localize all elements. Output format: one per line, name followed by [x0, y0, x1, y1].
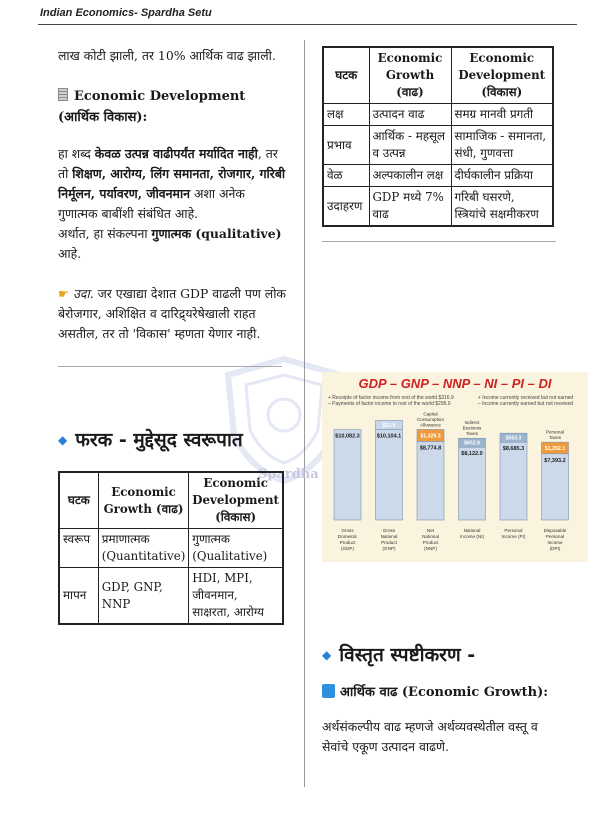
- chart-category-label: Gross: [382, 528, 396, 533]
- table-cell: GDP मध्ये 7% वाढ: [369, 187, 451, 227]
- difference-heading: [58, 425, 288, 455]
- growth-heading: [322, 682, 562, 703]
- chart-adjustment-label: $21.9: [382, 422, 396, 429]
- table-cell: उदाहरण: [323, 187, 369, 227]
- para1-bold: केवळ उत्पन्न वाढीपर्यंत मर्यादित नाही: [94, 146, 258, 161]
- chart-legend-right: + Income currently received but not earned: [478, 395, 574, 401]
- growth-heading-label: आर्थिक वाढ (Economic Growth):: [340, 685, 549, 700]
- table-cell: मापन: [59, 568, 98, 625]
- table-row: [323, 126, 553, 165]
- chart-value-label: $10,082.3: [335, 433, 360, 440]
- table-header-row: [59, 472, 283, 529]
- table-cell: सामाजिक - समानता, संधी, गुणवत्ता: [451, 126, 553, 165]
- right-column: [322, 46, 556, 242]
- explanation-section: [322, 640, 562, 757]
- chart-category-label: Disposable: [543, 528, 567, 533]
- table-cell: प्रभाव: [323, 126, 369, 165]
- example-text: जर एखाद्या देशात GDP वाढली पण लोक बेरोजगार, अशिक्षित व दारिद्र्यरेषेखाली राहत असतील, तर तो 'विकास' म्हणता येणार नाही.: [58, 286, 286, 341]
- table-cell: वेळ: [323, 165, 369, 187]
- para2-bold: गुणात्मक (qualitative): [151, 226, 282, 241]
- table-cell: गुणात्मक (Qualitative): [189, 529, 283, 568]
- para2-part: अर्थात, हा संकल्पना: [58, 226, 152, 241]
- chart-adjustment-caption: Capital: [423, 411, 438, 417]
- chart-category-label: Product: [422, 540, 439, 545]
- chart-bars: [334, 411, 569, 551]
- table-cell: स्वरूप: [59, 529, 98, 568]
- watermark-text: Spardha: [258, 467, 319, 482]
- chart-adjustment-label: $1,292.1: [544, 445, 566, 452]
- example-label: उदा.: [73, 286, 94, 301]
- table-cell: दीर्घकालीन प्रक्रिया: [451, 165, 553, 187]
- chart-adjustment-caption: Taxes: [549, 435, 561, 441]
- document-icon: [58, 88, 68, 101]
- explanation-heading-label: विस्तृत स्पष्टीकरण -: [339, 644, 476, 666]
- chart-category-label: Product: [381, 540, 397, 545]
- table-cell: गरिबी घसरणे, स्त्रियांचे सक्षमीकरण: [451, 187, 553, 227]
- diamond-bullet-icon: ◆: [58, 433, 68, 447]
- table-header-cell: घटक: [59, 472, 98, 529]
- table-header-cell: घटक: [323, 47, 369, 104]
- table-row: [323, 165, 553, 187]
- chart-category-label: Income: [547, 540, 563, 545]
- chart-category-label: National: [380, 534, 398, 539]
- table-cell: उत्पादन वाढ: [369, 104, 451, 126]
- chart-category-label: Gross: [341, 528, 354, 533]
- table-header-cell: Economic Growth (वाढ): [98, 472, 189, 529]
- chart-category-label: Domestic: [337, 534, 358, 539]
- left-column: [58, 46, 288, 625]
- chart-category-label: (DPI): [549, 546, 561, 551]
- para1-part: हा शब्द: [58, 146, 95, 161]
- chart-value-label: $7,393.2: [544, 457, 566, 464]
- chart-adjustment-label: $563.3: [505, 435, 522, 442]
- explanation-heading: [322, 640, 562, 670]
- chart-category-label: (NNP): [424, 546, 437, 551]
- chart-adjustment-label: $652.8: [464, 440, 480, 447]
- intro-text: लाख कोटी झाली, तर 10% आर्थिक वाढ झाली.: [58, 48, 276, 63]
- chart-value-label: $10,104.1: [376, 433, 402, 440]
- section-divider: [322, 241, 556, 242]
- chart-category-label: National: [463, 528, 481, 533]
- chart-category-label: Personal: [504, 528, 523, 533]
- table-row: [323, 104, 553, 126]
- header-rule: [38, 24, 577, 25]
- chart-bar: [459, 447, 486, 520]
- chart-bar: [376, 429, 403, 520]
- para1-part: अशा अनेक गुणात्मक बाबींशी संबंधित आहे.: [58, 186, 245, 221]
- table-cell: GDP, GNP, NNP: [98, 568, 189, 625]
- para1-bold: शिक्षण, आरोग्य, लिंग समानता, रोजगार, गरिबी निर्मूलन, पर्यावरण, जीवनमान: [58, 166, 286, 201]
- chart-category-label: Income (PI): [501, 534, 526, 539]
- page-header: Indian Economics- Spardha Setu: [40, 7, 212, 19]
- development-heading: [58, 86, 288, 128]
- section-divider: [58, 366, 282, 367]
- table-cell: लक्ष: [323, 104, 369, 126]
- chart-category-label: (GDP): [340, 546, 355, 551]
- table-header-row: [323, 47, 553, 104]
- chart-adjustment-caption: Allowance: [420, 422, 441, 428]
- chart-category-label: Net: [426, 528, 435, 533]
- table-cell: अल्पकालीन लक्ष: [369, 165, 451, 187]
- table-header-cell: Economic Growth (वाढ): [369, 47, 451, 104]
- chart-category-label: Income (NI): [460, 534, 484, 539]
- chart-bar: [500, 442, 527, 520]
- chart-legend-top: – Payments of factor income to rest of the world $295.0: [328, 401, 451, 407]
- table-cell: प्रमाणात्मक (Quantitative): [98, 529, 189, 568]
- table-header-cell: Economic Development (विकास): [189, 472, 283, 529]
- para1-part: , तर तो: [58, 146, 278, 181]
- chart-category-label: National: [422, 534, 439, 539]
- pointing-hand-icon: ☛: [58, 286, 70, 301]
- example-paragraph: [58, 284, 288, 344]
- income-chart: [322, 372, 588, 562]
- chart-adjustment-caption: Indirect: [464, 420, 480, 426]
- chart-category-label: Product: [339, 540, 356, 545]
- chart-adjustment-caption: Personal: [545, 429, 565, 435]
- book-icon: [322, 684, 335, 698]
- para2-part: आहे.: [58, 246, 82, 261]
- chart-category-label: Personal: [545, 534, 565, 539]
- chart-legend-right: – Income currently earned but not received: [478, 401, 574, 407]
- table-row: [59, 568, 283, 625]
- chart-value-label: $8,122.0: [461, 451, 483, 458]
- table-cell: आर्थिक - महसूल व उत्पन्न: [369, 126, 451, 165]
- chart-adjustment-caption: Business: [462, 425, 482, 431]
- growth-text: अर्थसंकल्पीय वाढ म्हणजे अर्थव्यवस्थेतील वस्तू व सेवांचे एकूण उत्पादन वाढणे.: [322, 719, 538, 754]
- diamond-bullet-icon: ◆: [322, 648, 332, 662]
- chart-bar: [334, 430, 361, 520]
- chart-adjustment-caption: Taxes: [466, 431, 478, 437]
- chart-category-label: (GNP): [382, 546, 396, 551]
- chart-adjustment-label: $1,329.3: [420, 433, 441, 440]
- chart-value-label: $8,774.8: [419, 445, 442, 452]
- income-chart-svg: [322, 372, 588, 562]
- chart-adjustment-caption: Consumption: [416, 416, 445, 422]
- table-row: [323, 187, 553, 227]
- table-cell: HDI, MPI, जीवनमान, साक्षरता, आरोग्य: [189, 568, 283, 625]
- table-header-cell: Economic Development (विकास): [451, 47, 553, 104]
- qualitative-paragraph: [58, 224, 288, 264]
- comparison-table-left: [58, 471, 284, 625]
- chart-legend-top: + Receipts of factor income from rest of the world $316.9: [328, 395, 454, 401]
- chart-title: GDP – GNP – NNP – NI – PI – DI: [358, 376, 552, 391]
- development-paragraph: [58, 144, 288, 224]
- difference-heading-label: फरक - मुद्देसूद स्वरूपात: [75, 429, 243, 451]
- table-row: [59, 529, 283, 568]
- chart-value-label: $8,685.3: [502, 446, 525, 453]
- chart-bar: [417, 441, 444, 520]
- table-cell: समग्र मानवी प्रगती: [451, 104, 553, 126]
- comparison-table-right: [322, 46, 554, 227]
- development-heading-label: Economic Development (आर्थिक विकास):: [58, 89, 246, 125]
